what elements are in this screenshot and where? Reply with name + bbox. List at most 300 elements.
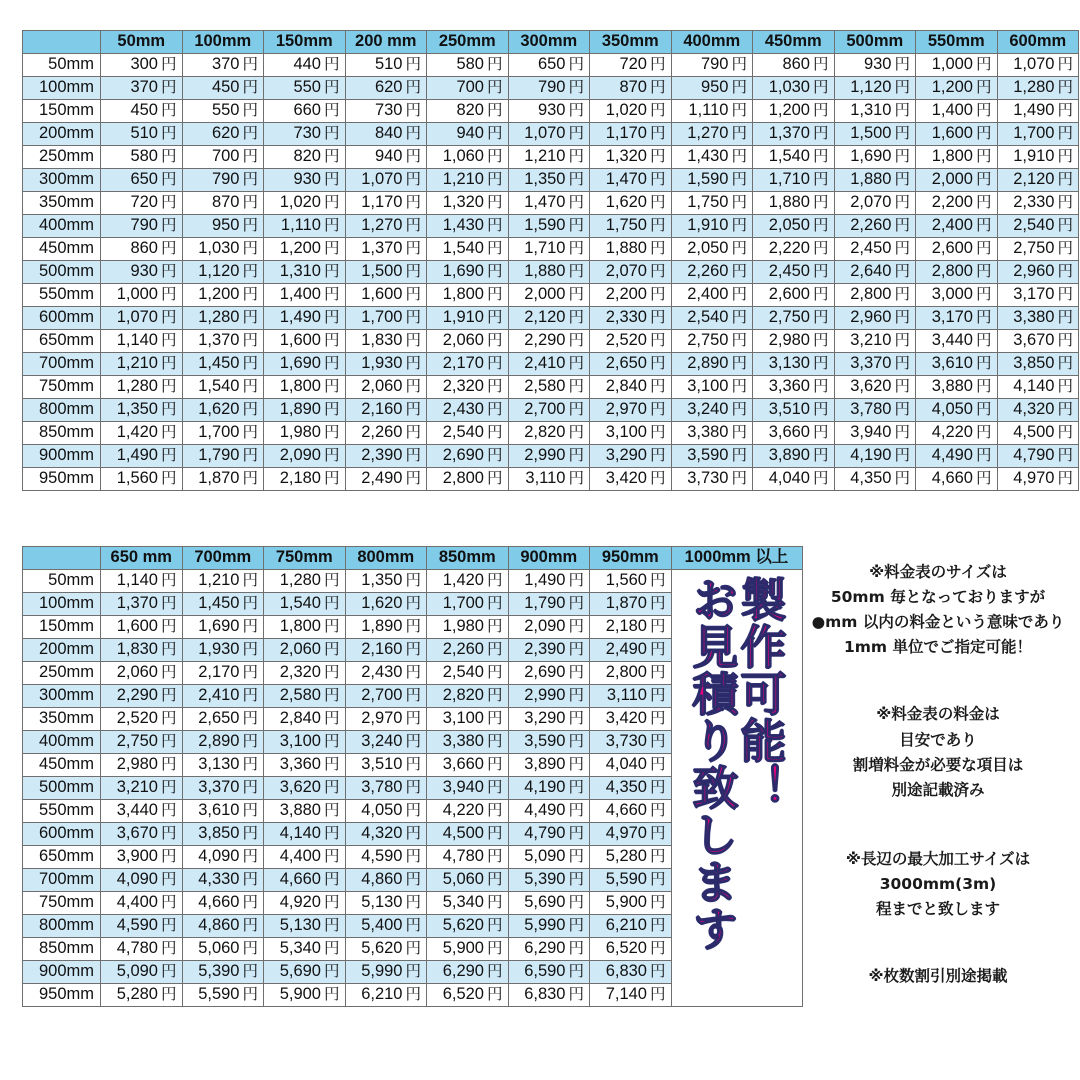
yen-symbol: 円 <box>323 79 340 97</box>
price-cell: 3,130 円 <box>753 353 835 376</box>
price-cell: 4,660 円 <box>916 468 998 491</box>
column-header-1: 650 mm <box>101 547 183 570</box>
yen-symbol: 円 <box>731 286 747 304</box>
price-cell: 1,140 円 <box>101 330 183 353</box>
price-cell: 4,050 円 <box>345 800 427 823</box>
yen-symbol: 円 <box>160 424 177 442</box>
row-header-50mm: 50mm <box>23 54 101 77</box>
column-header-5: 850mm <box>427 547 509 570</box>
yen-symbol: 円 <box>812 240 829 258</box>
yen-symbol: 円 <box>323 470 340 488</box>
yen-symbol: 円 <box>242 848 258 866</box>
price-cell: 3,440 円 <box>101 800 183 823</box>
column-header-4: 800mm <box>345 547 427 570</box>
price-cell: 2,750 円 <box>997 238 1079 261</box>
price-cell: 1,490 円 <box>508 570 590 593</box>
notes-panel <box>800 560 1076 1015</box>
yen-symbol: 円 <box>568 595 584 613</box>
price-cell: 1,430 円 <box>671 146 753 169</box>
price-cell: 3,670 円 <box>101 823 183 846</box>
price-cell: 4,220 円 <box>916 422 998 445</box>
price-cell: 1,070 円 <box>345 169 427 192</box>
yen-symbol: 円 <box>242 332 258 350</box>
price-cell: 2,800 円 <box>590 662 672 685</box>
price-cell: 3,240 円 <box>345 731 427 754</box>
price-cell: 4,860 円 <box>345 869 427 892</box>
yen-symbol: 円 <box>975 240 992 258</box>
yen-symbol: 円 <box>486 309 503 327</box>
price-cell: 2,750 円 <box>671 330 753 353</box>
yen-symbol: 円 <box>731 194 747 212</box>
yen-symbol: 円 <box>160 595 177 613</box>
price-cell: 1,560 円 <box>590 570 672 593</box>
price-cell: 1,120 円 <box>834 77 916 100</box>
price-cell: 1,700 円 <box>345 307 427 330</box>
yen-symbol: 円 <box>812 171 829 189</box>
price-cell: 2,600 円 <box>916 238 998 261</box>
yen-symbol: 円 <box>1057 263 1073 281</box>
price-cell: 300 円 <box>101 54 183 77</box>
price-cell: 3,890 円 <box>753 445 835 468</box>
price-cell: 2,260 円 <box>834 215 916 238</box>
price-cell: 3,880 円 <box>264 800 346 823</box>
yen-symbol: 円 <box>649 802 666 820</box>
yen-symbol: 円 <box>323 848 340 866</box>
yen-symbol: 円 <box>242 664 258 682</box>
yen-symbol: 円 <box>649 355 666 373</box>
note-block-2 <box>800 702 1076 802</box>
price-cell: 1,880 円 <box>590 238 672 261</box>
yen-symbol: 円 <box>568 79 584 97</box>
price-cell: 860 円 <box>753 54 835 77</box>
yen-symbol: 円 <box>405 194 421 212</box>
price-cell: 2,450 円 <box>834 238 916 261</box>
yen-symbol: 円 <box>323 825 340 843</box>
yen-symbol: 円 <box>405 309 421 327</box>
yen-symbol: 円 <box>1057 470 1073 488</box>
price-cell: 5,340 円 <box>264 938 346 961</box>
yen-symbol: 円 <box>731 79 747 97</box>
price-cell: 4,790 円 <box>508 823 590 846</box>
price-cell: 2,260 円 <box>671 261 753 284</box>
price-cell: 1,280 円 <box>182 307 264 330</box>
yen-symbol: 円 <box>568 171 584 189</box>
yen-symbol: 円 <box>405 802 421 820</box>
yen-symbol: 円 <box>242 355 258 373</box>
yen-symbol: 円 <box>160 894 177 912</box>
price-cell: 1,540 円 <box>753 146 835 169</box>
yen-symbol: 円 <box>1057 240 1073 258</box>
yen-symbol: 円 <box>812 309 829 327</box>
price-cell: 4,660 円 <box>590 800 672 823</box>
yen-symbol: 円 <box>242 733 258 751</box>
price-cell: 1,880 円 <box>508 261 590 284</box>
row-header-700mm: 700mm <box>23 353 101 376</box>
row-header-850mm: 850mm <box>23 422 101 445</box>
row-header-950mm: 950mm <box>23 984 101 1007</box>
table-row <box>23 353 1079 376</box>
yen-symbol: 円 <box>812 148 829 166</box>
yen-symbol: 円 <box>894 447 910 465</box>
yen-symbol: 円 <box>1057 79 1073 97</box>
price-cell: 3,890 円 <box>508 754 590 777</box>
yen-symbol: 円 <box>160 286 177 304</box>
yen-symbol: 円 <box>242 825 258 843</box>
price-cell: 1,060 円 <box>427 146 509 169</box>
price-cell: 1,070 円 <box>997 54 1079 77</box>
price-cell: 2,120 円 <box>997 169 1079 192</box>
yen-symbol: 円 <box>486 194 503 212</box>
table2-body <box>23 570 803 1007</box>
price-cell: 1,540 円 <box>427 238 509 261</box>
column-header-2: 100mm <box>182 31 264 54</box>
yen-symbol: 円 <box>486 332 503 350</box>
yen-symbol: 円 <box>160 263 177 281</box>
price-cell: 2,890 円 <box>182 731 264 754</box>
yen-symbol: 円 <box>323 240 340 258</box>
yen-symbol: 円 <box>486 963 503 981</box>
yen-symbol: 円 <box>894 240 910 258</box>
price-cell: 5,340 円 <box>427 892 509 915</box>
price-cell: 6,290 円 <box>508 938 590 961</box>
yen-symbol: 円 <box>486 572 503 590</box>
yen-symbol: 円 <box>486 171 503 189</box>
price-cell: 370 円 <box>182 54 264 77</box>
yen-symbol: 円 <box>894 125 910 143</box>
table-row <box>23 468 1079 491</box>
yen-symbol: 円 <box>568 332 584 350</box>
price-cell: 3,100 円 <box>264 731 346 754</box>
table-row <box>23 307 1079 330</box>
price-cell: 1,370 円 <box>753 123 835 146</box>
note-line: ※料金表の料金は <box>876 705 1000 724</box>
yen-symbol: 円 <box>323 779 340 797</box>
price-cell: 3,660 円 <box>427 754 509 777</box>
yen-symbol: 円 <box>1057 102 1073 120</box>
yen-symbol: 円 <box>649 756 666 774</box>
price-cell: 5,130 円 <box>345 892 427 915</box>
yen-symbol: 円 <box>486 986 503 1004</box>
price-cell: 1,270 円 <box>345 215 427 238</box>
price-cell: 2,060 円 <box>264 639 346 662</box>
price-cell: 4,660 円 <box>264 869 346 892</box>
price-cell: 1,690 円 <box>427 261 509 284</box>
price-cell: 1,540 円 <box>264 593 346 616</box>
table-row <box>23 399 1079 422</box>
row-header-100mm: 100mm <box>23 77 101 100</box>
yen-symbol: 円 <box>323 217 340 235</box>
price-cell: 1,910 円 <box>427 307 509 330</box>
yen-symbol: 円 <box>405 171 421 189</box>
table2-header-row <box>23 547 803 570</box>
yen-symbol: 円 <box>323 171 340 189</box>
yen-symbol: 円 <box>323 194 340 212</box>
row-header-800mm: 800mm <box>23 399 101 422</box>
table-row <box>23 169 1079 192</box>
yen-symbol: 円 <box>405 940 421 958</box>
yen-symbol: 円 <box>975 148 992 166</box>
price-cell: 4,140 円 <box>997 376 1079 399</box>
price-cell: 950 円 <box>671 77 753 100</box>
yen-symbol: 円 <box>649 401 666 419</box>
yen-symbol: 円 <box>649 687 666 705</box>
yen-symbol: 円 <box>1057 171 1073 189</box>
note-line: ※枚数割引別途掲載 <box>868 967 1008 986</box>
price-cell: 5,900 円 <box>264 984 346 1007</box>
price-cell: 1,600 円 <box>101 616 183 639</box>
price-cell: 2,640 円 <box>834 261 916 284</box>
price-cell: 1,800 円 <box>264 376 346 399</box>
price-cell: 2,520 円 <box>101 708 183 731</box>
yen-symbol: 円 <box>812 332 829 350</box>
yen-symbol: 円 <box>323 871 340 889</box>
price-cell: 2,330 円 <box>997 192 1079 215</box>
price-cell: 1,310 円 <box>834 100 916 123</box>
yen-symbol: 円 <box>242 986 258 1004</box>
price-cell: 3,590 円 <box>508 731 590 754</box>
price-cell: 1,320 円 <box>427 192 509 215</box>
yen-symbol: 円 <box>242 595 258 613</box>
price-cell: 1,370 円 <box>345 238 427 261</box>
yen-symbol: 円 <box>649 848 666 866</box>
yen-symbol: 円 <box>812 355 829 373</box>
yen-symbol: 円 <box>649 424 666 442</box>
yen-symbol: 円 <box>975 447 992 465</box>
row-header-200mm: 200mm <box>23 123 101 146</box>
yen-symbol: 円 <box>649 779 666 797</box>
row-header-650mm: 650mm <box>23 846 101 869</box>
note-block-1 <box>800 560 1076 660</box>
price-cell: 2,220 円 <box>753 238 835 261</box>
price-cell: 1,590 円 <box>671 169 753 192</box>
yen-symbol: 円 <box>568 825 584 843</box>
price-cell: 4,790 円 <box>997 445 1079 468</box>
yen-symbol: 円 <box>405 286 421 304</box>
yen-symbol: 円 <box>160 871 177 889</box>
price-cell: 3,850 円 <box>182 823 264 846</box>
price-cell: 1,490 円 <box>264 307 346 330</box>
row-header-750mm: 750mm <box>23 376 101 399</box>
price-cell: 1,880 円 <box>753 192 835 215</box>
yen-symbol: 円 <box>894 332 910 350</box>
price-cell: 2,890 円 <box>671 353 753 376</box>
price-cell: 1,490 円 <box>101 445 183 468</box>
yen-symbol: 円 <box>486 56 503 74</box>
price-cell: 3,240 円 <box>671 399 753 422</box>
yen-symbol: 円 <box>160 710 177 728</box>
price-cell: 2,390 円 <box>345 445 427 468</box>
price-cell: 1,800 円 <box>916 146 998 169</box>
yen-symbol: 円 <box>405 424 421 442</box>
column-header-4: 200 mm <box>345 31 427 54</box>
yen-symbol: 円 <box>405 263 421 281</box>
yen-symbol: 円 <box>649 825 666 843</box>
yen-symbol: 円 <box>1057 309 1073 327</box>
yen-symbol: 円 <box>486 756 503 774</box>
price-cell: 550 円 <box>182 100 264 123</box>
price-cell: 2,260 円 <box>427 639 509 662</box>
yen-symbol: 円 <box>649 641 666 659</box>
price-cell: 1,450 円 <box>182 353 264 376</box>
yen-symbol: 円 <box>242 240 258 258</box>
price-cell: 1,350 円 <box>508 169 590 192</box>
price-cell: 4,090 円 <box>101 869 183 892</box>
yen-symbol: 円 <box>323 641 340 659</box>
price-cell: 6,210 円 <box>590 915 672 938</box>
price-cell: 3,110 円 <box>508 468 590 491</box>
yen-symbol: 円 <box>894 424 910 442</box>
price-cell: 1,350 円 <box>101 399 183 422</box>
yen-symbol: 円 <box>486 102 503 120</box>
yen-symbol: 円 <box>405 240 421 258</box>
yen-symbol: 円 <box>323 332 340 350</box>
yen-symbol: 円 <box>486 217 503 235</box>
note-line: 3000mm(3m) <box>879 874 997 893</box>
column-header-12: 600mm <box>997 31 1079 54</box>
row-header-400mm: 400mm <box>23 731 101 754</box>
price-cell: 2,320 円 <box>427 376 509 399</box>
yen-symbol: 円 <box>568 894 584 912</box>
yen-symbol: 円 <box>649 332 666 350</box>
yen-symbol: 円 <box>160 963 177 981</box>
yen-symbol: 円 <box>975 424 992 442</box>
yen-symbol: 円 <box>649 733 666 751</box>
yen-symbol: 円 <box>323 148 340 166</box>
yen-symbol: 円 <box>568 779 584 797</box>
price-cell: 3,380 円 <box>997 307 1079 330</box>
yen-symbol: 円 <box>649 664 666 682</box>
price-cell: 2,170 円 <box>182 662 264 685</box>
yen-symbol: 円 <box>242 424 258 442</box>
yen-symbol: 円 <box>649 263 666 281</box>
yen-symbol: 円 <box>975 286 992 304</box>
yen-symbol: 円 <box>486 470 503 488</box>
price-cell: 870 円 <box>182 192 264 215</box>
price-cell: 1,030 円 <box>182 238 264 261</box>
price-cell: 1,790 円 <box>182 445 264 468</box>
yen-symbol: 円 <box>242 401 258 419</box>
yen-symbol: 円 <box>160 848 177 866</box>
price-cell: 3,290 円 <box>590 445 672 468</box>
price-table-large-sizes <box>22 546 803 1007</box>
table-row <box>23 238 1079 261</box>
price-cell: 5,990 円 <box>345 961 427 984</box>
column-header-5: 250mm <box>427 31 509 54</box>
yen-symbol: 円 <box>486 148 503 166</box>
price-cell: 4,320 円 <box>997 399 1079 422</box>
yen-symbol: 円 <box>1057 424 1073 442</box>
yen-symbol: 円 <box>242 894 258 912</box>
price-cell: 2,490 円 <box>345 468 427 491</box>
price-cell: 4,490 円 <box>916 445 998 468</box>
yen-symbol: 円 <box>1057 56 1073 74</box>
yen-symbol: 円 <box>242 641 258 659</box>
yen-symbol: 円 <box>323 447 340 465</box>
price-cell: 3,900 円 <box>101 846 183 869</box>
price-cell: 4,500 円 <box>427 823 509 846</box>
price-cell: 2,090 円 <box>264 445 346 468</box>
yen-symbol: 円 <box>568 355 584 373</box>
table-row <box>23 77 1079 100</box>
yen-symbol: 円 <box>894 171 910 189</box>
price-cell: 6,830 円 <box>590 961 672 984</box>
yen-symbol: 円 <box>568 848 584 866</box>
price-cell: 1,200 円 <box>264 238 346 261</box>
table-row <box>23 54 1079 77</box>
price-cell: 2,050 円 <box>753 215 835 238</box>
column-header-7: 950mm <box>590 547 672 570</box>
price-cell: 1,320 円 <box>590 146 672 169</box>
price-cell: 450 円 <box>182 77 264 100</box>
table-row <box>23 123 1079 146</box>
price-cell: 870 円 <box>590 77 672 100</box>
yen-symbol: 円 <box>405 595 421 613</box>
yen-symbol: 円 <box>568 56 584 74</box>
yen-symbol: 円 <box>568 286 584 304</box>
yen-symbol: 円 <box>160 917 177 935</box>
price-cell: 5,690 円 <box>264 961 346 984</box>
price-cell: 3,620 円 <box>834 376 916 399</box>
yen-symbol: 円 <box>568 470 584 488</box>
yen-symbol: 円 <box>405 963 421 981</box>
yen-symbol: 円 <box>323 664 340 682</box>
price-cell: 2,410 円 <box>182 685 264 708</box>
yen-symbol: 円 <box>160 217 177 235</box>
yen-symbol: 円 <box>405 355 421 373</box>
price-cell: 650 円 <box>508 54 590 77</box>
yen-symbol: 円 <box>160 733 177 751</box>
row-header-100mm: 100mm <box>23 593 101 616</box>
yen-symbol: 円 <box>405 894 421 912</box>
price-cell: 3,290 円 <box>508 708 590 731</box>
price-cell: 2,180 円 <box>264 468 346 491</box>
price-cell: 4,040 円 <box>753 468 835 491</box>
yen-symbol: 円 <box>242 802 258 820</box>
price-cell: 4,350 円 <box>590 777 672 800</box>
yen-symbol: 円 <box>405 687 421 705</box>
price-cell: 1,170 円 <box>345 192 427 215</box>
yen-symbol: 円 <box>812 217 829 235</box>
price-cell: 3,610 円 <box>182 800 264 823</box>
price-cell: 6,590 円 <box>508 961 590 984</box>
price-cell: 2,400 円 <box>671 284 753 307</box>
yen-symbol: 円 <box>649 710 666 728</box>
yen-symbol: 円 <box>242 171 258 189</box>
yen-symbol: 円 <box>405 641 421 659</box>
note-line: 割増料金が必要な項目は <box>852 755 1024 774</box>
price-cell: 3,170 円 <box>997 284 1079 307</box>
row-header-750mm: 750mm <box>23 892 101 915</box>
price-cell: 1,690 円 <box>834 146 916 169</box>
price-cell: 3,610 円 <box>916 353 998 376</box>
price-cell: 2,840 円 <box>264 708 346 731</box>
row-header-850mm: 850mm <box>23 938 101 961</box>
price-cell: 3,670 円 <box>997 330 1079 353</box>
price-cell: 1,930 円 <box>345 353 427 376</box>
yen-symbol: 円 <box>160 332 177 350</box>
yen-symbol: 円 <box>649 79 666 97</box>
price-cell: 840 円 <box>345 123 427 146</box>
price-cell: 1,800 円 <box>427 284 509 307</box>
price-cell: 510 円 <box>101 123 183 146</box>
yen-symbol: 円 <box>568 194 584 212</box>
note-block-3 <box>800 847 1076 922</box>
price-cell: 2,200 円 <box>916 192 998 215</box>
yen-symbol: 円 <box>486 641 503 659</box>
price-cell: 4,190 円 <box>834 445 916 468</box>
yen-symbol: 円 <box>405 917 421 935</box>
price-cell: 820 円 <box>427 100 509 123</box>
